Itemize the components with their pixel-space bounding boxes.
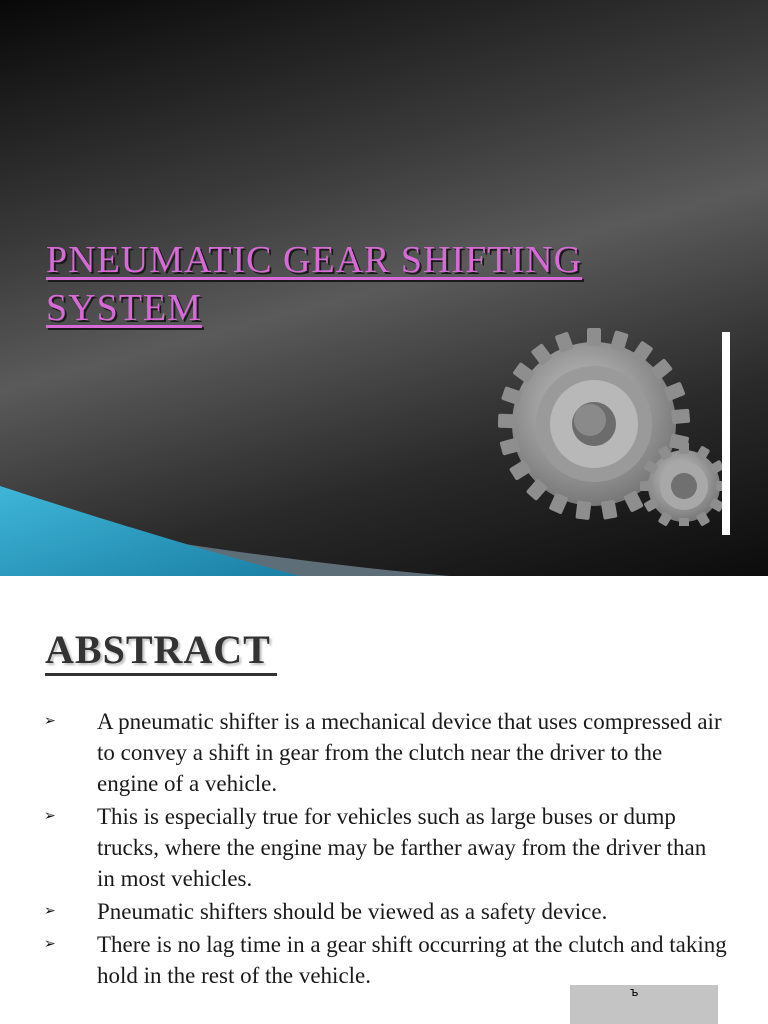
list-item — [0, 929, 768, 991]
slide-title — [46, 236, 686, 332]
bullet-text: A pneumatic shifter is a mechanical device that uses compressed air to convey a shift in gear from the clutch near the driver to the engine of a vehicle. — [97, 709, 722, 796]
box-glyph: ъ — [630, 985, 639, 999]
bullet-text: There is no lag time in a gear shift occurring at the clutch and taking hold in the rest of the vehicle. — [97, 932, 727, 988]
title-line-1: PNEUMATIC GEAR SHIFTING — [46, 239, 583, 281]
bullet-text: Pneumatic shifters should be viewed as a safety device. — [97, 899, 608, 924]
gears-icon — [498, 326, 728, 526]
arrow-bullet-icon: ➢ — [44, 809, 56, 824]
bullet-list — [0, 706, 768, 993]
heading-underline — [45, 673, 277, 676]
arrow-bullet-icon: ➢ — [44, 714, 56, 729]
title-line-2: SYSTEM — [46, 287, 202, 329]
list-item — [0, 896, 768, 927]
abstract-slide — [0, 576, 768, 1024]
gray-box — [570, 985, 718, 1024]
bullet-text: This is especially true for vehicles such as large buses or dump trucks, where the engine may be farther away from the driver than in most vehicles. — [97, 804, 707, 891]
list-item — [0, 706, 768, 799]
abstract-heading: ABSTRACT — [45, 627, 271, 672]
arrow-bullet-icon: ➢ — [44, 904, 56, 919]
arrow-bullet-icon: ➢ — [44, 937, 56, 952]
list-item — [0, 801, 768, 894]
white-bar — [722, 332, 730, 535]
